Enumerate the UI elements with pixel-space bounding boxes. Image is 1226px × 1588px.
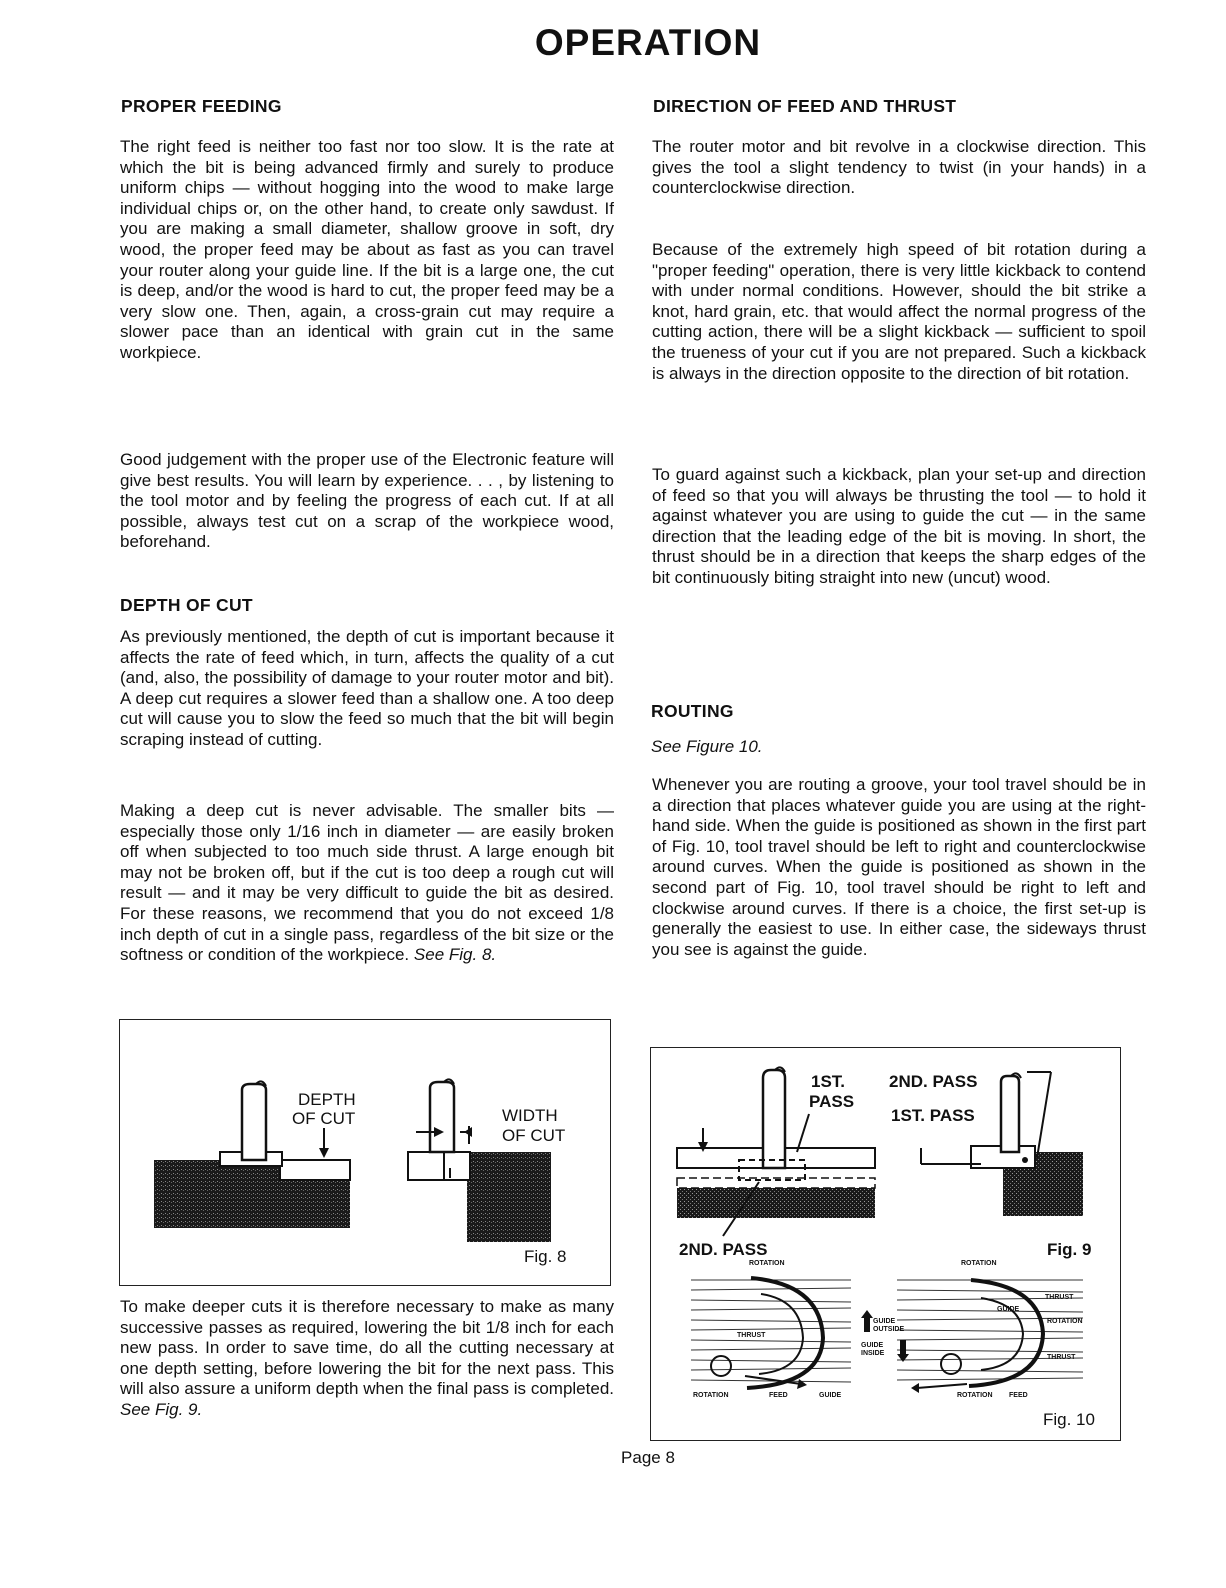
fig9-2nd-pass-bottom-label: 2ND. PASS: [679, 1240, 768, 1259]
depth-of-cut-paragraph-2-text: Making a deep cut is never advisable. The smaller bits — especially those only 1/16 inch in diameter — are easily broken off when subjected to too much side thrust. A large enough bit may not be broken off, but if the cut is too deep a rough cut will result — and it may be very difficult to guide the bit as desired. For these reasons, we recommend that you do not exceed 1/8 inch depth of cut in a single pass, regardless of the bit size or the softness or condition of the workpiece.: [120, 801, 614, 965]
depth-of-cut-paragraph-1: As previously mentioned, the depth of cut is important because it affects the rate of feed which, in turn, affects the quality of a cut (and, also, the possibility of damage to your router motor and bit). A deep cut requires a slower feed than a shallow one. A too deep cut will cause you to slow the feed so much that the bit will begin scraping instead of cutting.: [120, 627, 614, 749]
fig10-feed-label-a: FEED: [769, 1392, 788, 1399]
fig10-guide-inside-label: GUIDE INSIDE: [861, 1342, 885, 1357]
fig8-depth-label-2: OF CUT: [292, 1109, 356, 1128]
depth-of-cut-paragraph-2: [120, 801, 614, 966]
fig8-router-bit-right: [430, 1082, 454, 1152]
depth-of-cut-paragraph-3: [120, 1297, 614, 1421]
fig9-label: Fig. 9: [1047, 1240, 1092, 1259]
direction-paragraph-2: Because of the extremely high speed of bit rotation during a "proper feeding" operation, there is very little kickback to contend with under normal conditions. However, should the bit strike a knot, hard grain, etc. that would affect the normal progress of the cutting action, there will be a slight kickback — sufficient to spoil the trueness of your cut if you are not prepared. Such a kickback is always in the direction opposite to the direction of bit rotation.: [652, 240, 1146, 383]
fig10-rotation-label-a: ROTATION: [749, 1260, 785, 1267]
routing-see-figure: See Figure 10.: [651, 737, 763, 756]
fig10-label: Fig. 10: [1043, 1410, 1095, 1429]
fig9-2nd-pass-top-label: 2ND. PASS: [889, 1072, 978, 1091]
proper-feeding-paragraph-2: Good judgement with the proper use of the Electronic feature will give best results. You will learn by experience. . . , by listening to the tool motor and by feeling the progress of each cut. If at all possible, always test cut on a scrap of the workpiece wood, beforehand.: [120, 450, 614, 552]
depth-of-cut-paragraph-3-text: To make deeper cuts it is therefore necessary to make as many successive passes as required, lowering the bit 1/8 inch for each new pass. In order to save time, do all the cutting necessary at one depth setting, before lowering the bit for the next pass. This will also assure a uniform depth when the final pass is completed.: [120, 1297, 614, 1399]
fig10-thrust-label-a: THRUST: [737, 1332, 766, 1339]
fig8-workpiece-width: [467, 1152, 551, 1242]
figure-8: [119, 1019, 611, 1286]
fig10-rotation-label-a2: ROTATION: [693, 1392, 729, 1399]
fig10-thrust-label-b: THRUST: [1045, 1294, 1074, 1301]
fig9-reference: See Fig. 9.: [120, 1399, 203, 1419]
fig9-1st-pass-label-1: 1ST.: [811, 1072, 846, 1091]
fig8-depth-label-1: DEPTH: [298, 1090, 356, 1109]
fig10-rotation-label-b2: ROTATION: [1047, 1318, 1083, 1325]
fig8-reference: See Fig. 8.: [413, 945, 497, 965]
fig8-label: Fig. 8: [524, 1247, 567, 1266]
fig10-guide-label-a: GUIDE: [819, 1392, 842, 1399]
heading-depth-of-cut: DEPTH OF CUT: [120, 595, 253, 615]
direction-paragraph-3: To guard against such a kickback, plan your set-up and direction of feed so that you will always be thrusting the tool — to hold it against whatever you are using to guide the cut — in the same direction that the leading edge of the bit is moving. In short, the thrust should be in a direction that keeps the sharp edges of the bit continuously biting straight into new (uncut) wood.: [652, 465, 1146, 587]
fig10-feed-label-b: FEED: [1009, 1392, 1028, 1399]
proper-feeding-paragraph-1: The right feed is neither too fast nor too slow. It is the rate at which the bit is being advanced firmly and surely to produce uniform chips — without hogging into the wood to make large individual chips or, on the other hand, to create only sawdust. If you are making a small diameter, shallow groove in soft, dry wood, the proper feed may be about as fast as you can travel your router along your guide line. If the bit is a large one, the cut is deep, and/or the wood is hard to cut, the proper feed may be a very slow one. Then, again, a cross-grain cut may require a slower pace than an identical with grain cut in the same workpiece.: [120, 137, 614, 362]
direction-paragraph-1: The router motor and bit revolve in a clockwise direction. This gives the tool a slight tendency to twist (in your hands) in a counterclockwise direction.: [652, 137, 1146, 198]
heading-proper-feeding: PROPER FEEDING: [121, 96, 282, 116]
page-title: OPERATION: [534, 22, 762, 63]
figure-9-10: [650, 1047, 1121, 1441]
routing-paragraph-1: Whenever you are routing a groove, your tool travel should be in a direction that places whatever guide you are using at the right-hand side. When the guide is positioned as shown in the first part of Fig. 10, tool travel should be left to right and counterclockwise around curves. When the guide is positioned as shown in the second part of Fig. 10, tool travel should be right to left and clockwise around curves. If there is a choice, the first set-up is generally the easiest to use. In either case, the sideways thrust you see is against the guide.: [652, 775, 1146, 959]
fig10-drawing-right: [897, 1270, 1083, 1393]
page-number: Page 8: [621, 1448, 675, 1467]
heading-routing: ROUTING: [651, 701, 734, 721]
fig10-drawing-left: [691, 1270, 851, 1389]
fig8-router-bit-left: [242, 1084, 266, 1160]
fig9-router-bit-left: [763, 1070, 785, 1168]
fig10-rotation-label-b3: ROTATION: [957, 1392, 993, 1399]
fig9-1st-pass-label-2: PASS: [809, 1092, 855, 1111]
fig8-width-label-1: WIDTH: [502, 1106, 558, 1125]
fig10-guide-label-b: GUIDE: [997, 1306, 1020, 1313]
fig10-thrust-label-b2: THRUST: [1047, 1354, 1076, 1361]
figure-8-drawing: [120, 1020, 610, 1285]
fig8-width-label-2: OF CUT: [502, 1126, 566, 1145]
fig9-router-bit-right: [1001, 1076, 1019, 1152]
fig9-1st-pass-right-label: 1ST. PASS: [891, 1106, 975, 1125]
fig10-guide-outside-label: GUIDE OUTSIDE: [873, 1318, 905, 1333]
heading-direction-of-feed: DIRECTION OF FEED AND THRUST: [653, 96, 957, 116]
fig10-rotation-label-b: ROTATION: [961, 1260, 997, 1267]
